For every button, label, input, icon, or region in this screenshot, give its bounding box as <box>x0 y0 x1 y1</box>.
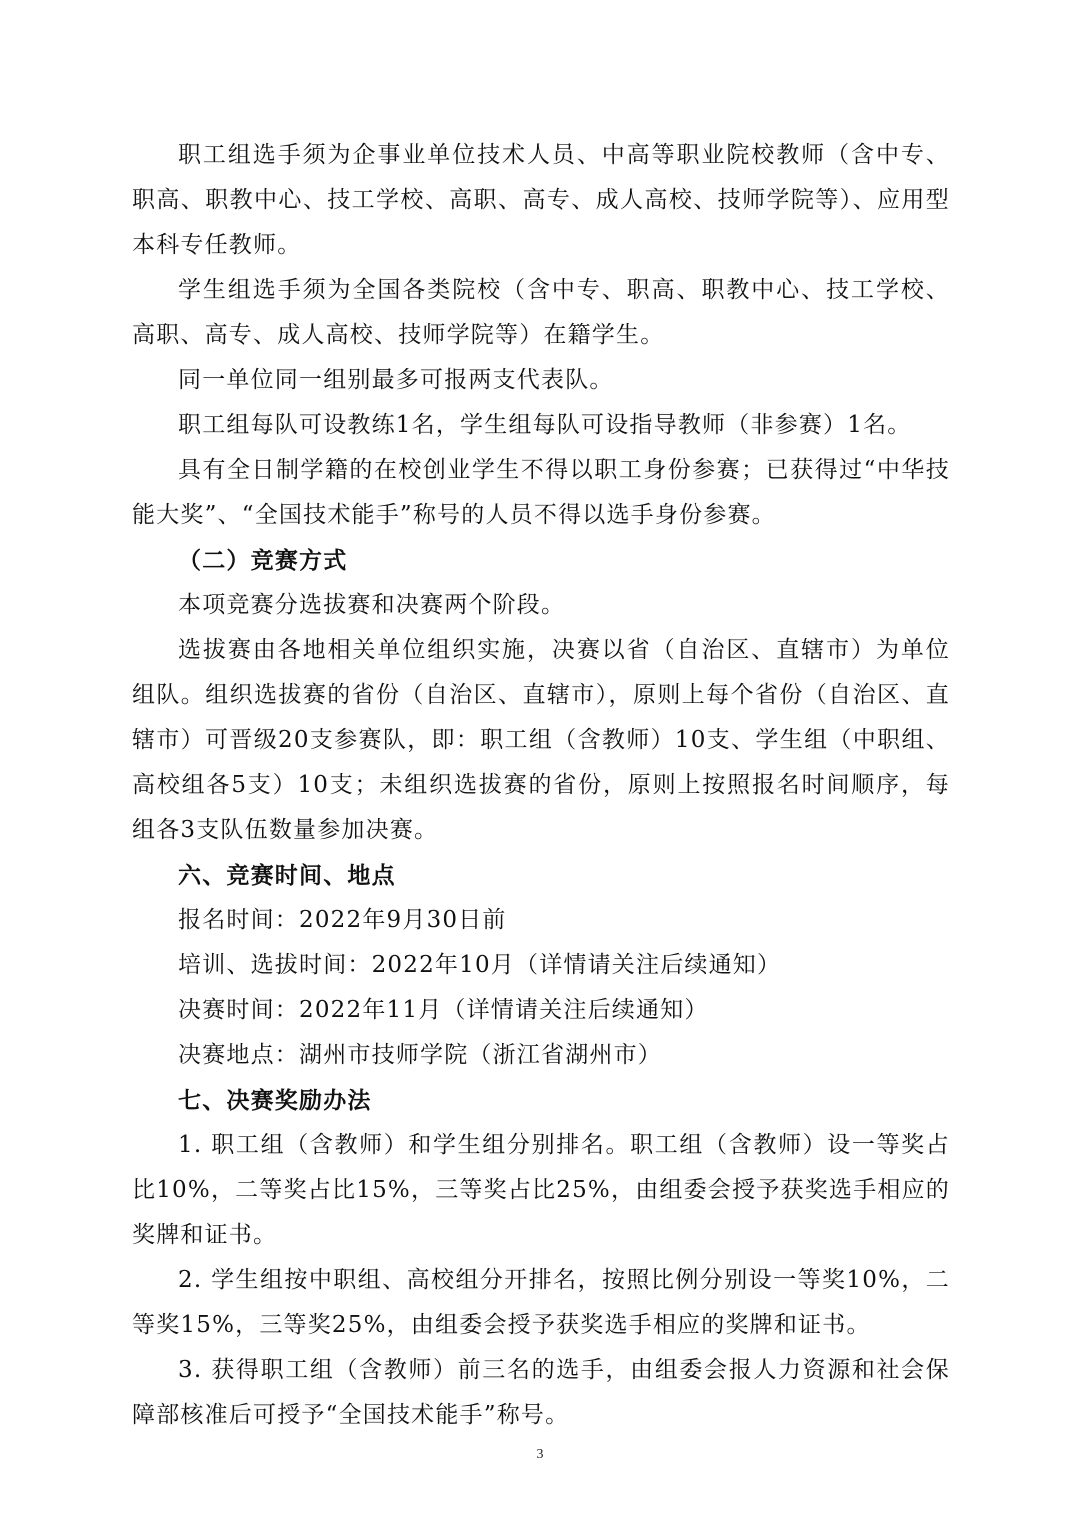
paragraph-coach-rule: 职工组每队可设教练1名，学生组每队可设指导教师（非参赛）1名。 <box>178 412 912 438</box>
paragraph-student-awards: 2. 学生组按中职组、高校组分开排名，按照比例分别设一等奖10%，二等奖15%，三等奖25%，由组委会授予获奖选手相应的奖牌和证书。 <box>132 1267 950 1338</box>
paragraph-staff-eligibility: 职工组选手须为企事业单位技术人员、中高等职业院校教师（含中专、职高、职教中心、技工学校、高职、高专、成人高校、技师学院等）、应用型本科专任教师。 <box>132 142 950 258</box>
paragraph-competition-stages: 本项竞赛分选拔赛和决赛两个阶段。 <box>178 592 566 618</box>
document-body <box>132 133 950 1438</box>
paragraph-selection-details: 选拔赛由各地相关单位组织实施，决赛以省（自治区、直辖市）为单位组队。组织选拔赛的省份（自治区、直辖市），原则上每个省份（自治区、直辖市）可晋级20支参赛队，即：职工组（含教师）10支、学生组（中职组、高校组各5支）10支；未组织选拔赛的省份，原则上按照报名时间顺序，每组各3支队伍数量参加决赛。 <box>132 637 950 843</box>
paragraph-participation-restriction: 具有全日制学籍的在校创业学生不得以职工身份参赛；已获得过“中华技能大奖”、“全国技术能手”称号的人员不得以选手身份参赛。 <box>132 457 950 528</box>
paragraph-training-time: 培训、选拔时间：2022年10月（详情请关注后续通知） <box>178 952 782 978</box>
section-heading-awards: 七、决赛奖励办法 <box>178 1087 372 1114</box>
paragraph-team-limit: 同一单位同一组别最多可报两支代表队。 <box>178 367 614 393</box>
section-heading-competition-method: （二）竞赛方式 <box>178 547 348 574</box>
paragraph-national-title: 3. 获得职工组（含教师）前三名的选手，由组委会报人力资源和社会保障部核准后可授予“全国技术能手”称号。 <box>132 1357 950 1428</box>
paragraph-student-eligibility: 学生组选手须为全国各类院校（含中专、职高、职教中心、技工学校、高职、高专、成人高校、技师学院等）在籍学生。 <box>132 277 950 348</box>
page-number: 3 <box>536 1447 544 1462</box>
paragraph-final-location: 决赛地点：湖州市技师学院（浙江省湖州市） <box>178 1042 662 1068</box>
paragraph-staff-awards: 1. 职工组（含教师）和学生组分别排名。职工组（含教师）设一等奖占比10%，二等奖占比15%，三等奖占比25%，由组委会授予获奖选手相应的奖牌和证书。 <box>132 1132 950 1248</box>
section-heading-time-location: 六、竞赛时间、地点 <box>178 862 396 889</box>
paragraph-registration-time: 报名时间：2022年9月30日前 <box>178 907 507 933</box>
paragraph-final-time: 决赛时间：2022年11月（详情请关注后续通知） <box>178 997 709 1023</box>
